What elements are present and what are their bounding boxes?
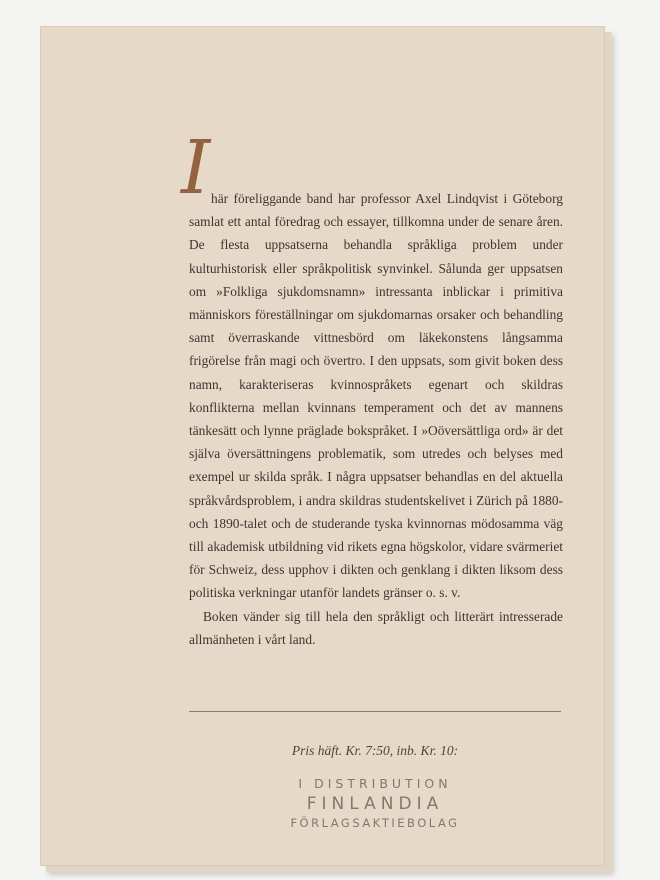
paragraph-description: här föreliggande band har professor Axel Lindqvist i Göteborg samlat ett antal föredrag och essayer, tillkomna under de senare åren. De flesta uppsatserna behandla språkliga problem under kulturhistorisk eller språkpolitisk synvinkel. Sålunda ger uppsatsen om »Folkliga sjukdomsnamn» intressanta inblickar i primitiva människors föreställningar om sjukdomarnas orsaker och behandling samt överraskande vittnesbörd om läkekonstens långsamma frigörelse från magi och övertro. I den uppsats, som givit boken dess namn, karakteriseras kvinnospråkets egenart och skildras konflikterna mellan kvinnans temperament och det av mannens tänkesätt och lynne präglade bokspråket. I »Oöversättliga ord» är det själva översättningens problematik, som utredes och belyses med exempel ur skilda språk. I några uppsatser behandlas en del aktuella språkvårdsproblem, i andra skildras studentskelivet i Zürich på 1880- och 1890-talet och de studerande tyska kvinnornas mödosamma väg till akademisk utbildning vid rikets egna högskolor, vidare svärmeriet för Schweiz, dess upphov i dikten och genklang i dikten liksom dess politiska verkningar utanför landets gränser o. s. v. [189,191,563,601]
description-text [189,187,563,651]
book-back-cover [40,26,605,866]
price-line: Pris häft. Kr. 7:50, inb. Kr. 10: [291,743,459,758]
paragraph-audience: Boken vänder sig till hela den språkligt och litterärt intresserade allmänheten i vårt land. [189,608,563,647]
stamp-line-distribution: I DISTRIBUTION [298,776,452,791]
stamp-line-publisher: FINLANDIA [306,794,444,814]
distribution-stamp [257,775,493,831]
stamp-line-company: FÖRLAGSAKTIEBOLAG [290,816,460,830]
decorative-initial: I [181,125,211,211]
divider-rule [189,711,561,712]
